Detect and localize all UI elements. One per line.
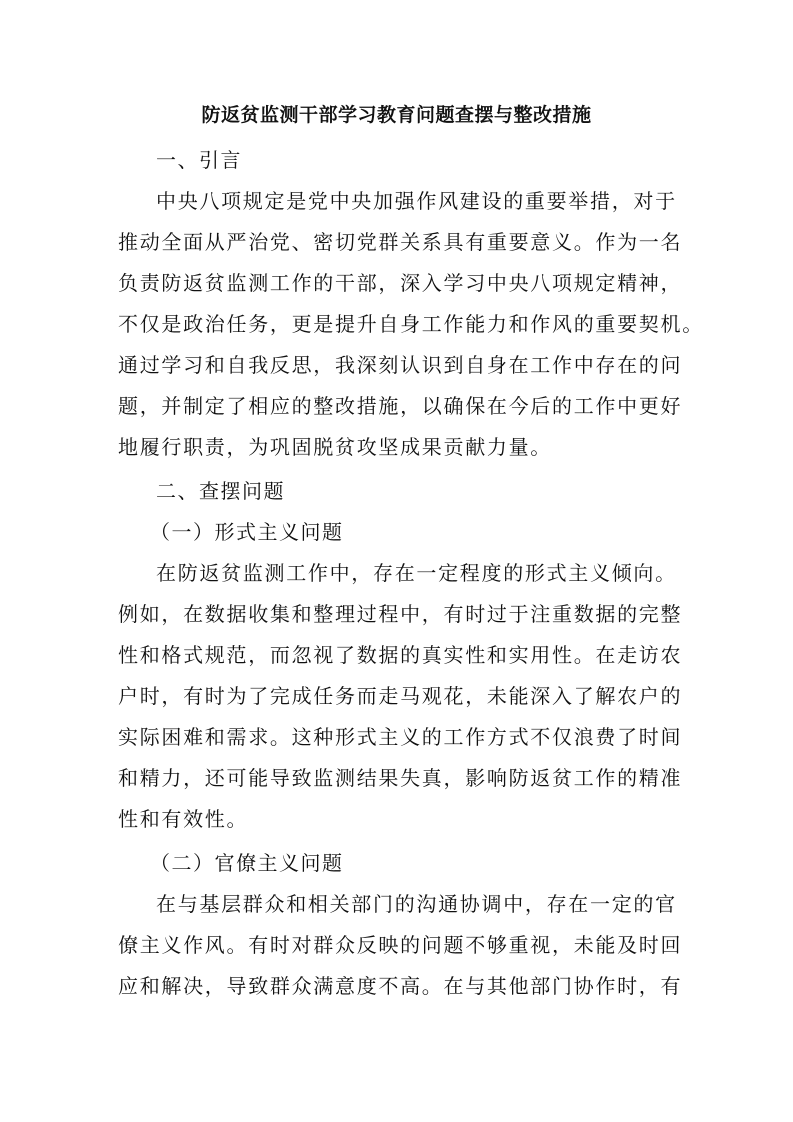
intro-line-6: 题，并制定了相应的整改措施，以确保在今后的工作中更好 [118, 394, 683, 418]
formalism-line-6: 和精力，还可能导致监测结果失真，影响防返贫工作的精准 [118, 766, 683, 790]
intro-line-7: 地履行职责，为巩固脱贫攻坚成果贡献力量。 [118, 435, 552, 459]
bureaucratism-line-1: 在与基层群众和相关部门的沟通协调中，存在一定的官 [156, 892, 677, 916]
bureaucratism-line-2: 僚主义作风。有时对群众反映的问题不够重视，未能及时回 [118, 933, 683, 957]
intro-line-4: 不仅是政治任务，更是提升自身工作能力和作风的重要契机。 [118, 312, 704, 336]
intro-line-2: 推动全面从严治党、密切党群关系具有重要意义。作为一名 [118, 230, 683, 254]
intro-line-1: 中央八项规定是党中央加强作风建设的重要举措，对于 [156, 189, 677, 213]
intro-line-5: 通过学习和自我反思，我深刻认识到自身在工作中存在的问 [118, 353, 683, 377]
formalism-line-1: 在防返贫监测工作中，存在一定程度的形式主义倾向。 [156, 561, 677, 585]
document-title: 防返贫监测干部学习教育问题查摆与整改措施 [201, 104, 592, 126]
formalism-line-2: 例如，在数据收集和整理过程中，有时过于注重数据的完整 [118, 602, 683, 626]
formalism-line-3: 性和格式规范，而忽视了数据的真实性和实用性。在走访农 [118, 643, 683, 667]
heading-problems: 二、查摆问题 [156, 479, 285, 503]
intro-line-3: 负责防返贫监测工作的干部，深入学习中央八项规定精神， [118, 271, 683, 295]
formalism-line-7: 性和有效性。 [118, 807, 249, 831]
heading-intro: 一、引言 [156, 148, 242, 172]
formalism-line-5: 实际困难和需求。这种形式主义的工作方式不仅浪费了时间 [118, 725, 683, 749]
bureaucratism-line-3: 应和解决，导致群众满意度不高。在与其他部门协作时，有 [118, 974, 683, 998]
subheading-formalism: （一）形式主义问题 [150, 520, 344, 544]
subheading-bureaucratism: （二）官僚主义问题 [150, 851, 344, 875]
formalism-line-4: 户时，有时为了完成任务而走马观花，未能深入了解农户的 [118, 684, 683, 708]
